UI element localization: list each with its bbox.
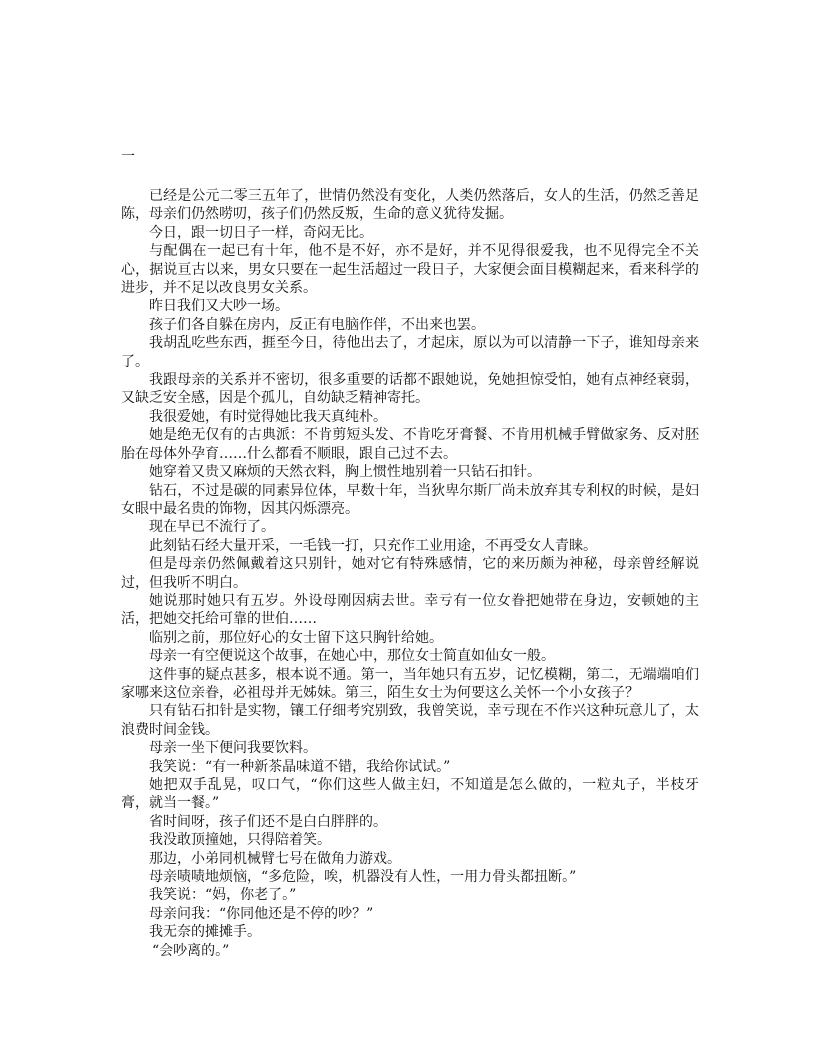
body-text (121, 187, 699, 960)
paragraph-9: 她是绝无仅有的古典派：不肯剪短头发、不肯吃牙膏餐、不肯用机械手臂做家务、反对胚胎在母体外孕育……什么都看不顺眼，跟自己过不去。 (121, 427, 699, 462)
paragraph-4: 昨日我们又大吵一场。 (149, 298, 289, 315)
paragraph-30: “会吵离的。” (152, 942, 230, 959)
paragraph-23: 省时间呀，孩子们还不是白白胖胖的。 (149, 813, 387, 830)
paragraph-7: 我跟母亲的关系并不密切，很多重要的话都不跟她说，免她担惊受怕，她有点神经衰弱，又缺乏安全感，因是个孤儿，自幼缺乏精神寄托。 (121, 372, 699, 407)
paragraph-29: 我无奈的摊摊手。 (149, 924, 261, 941)
paragraph-14: 但是母亲仍然佩戴着这只别针，她对它有特殊感情，它的来历颇为神秘，母亲曾经解说过，但我听不明白。 (121, 556, 699, 591)
paragraph-6: 我胡乱吃些东西，捱至今日，待他出去了，才起床，原以为可以清静一下子，谁知母亲来了。 (121, 335, 699, 370)
paragraph-28: 母亲问我：“你同他还是不停的吵？” (149, 905, 374, 922)
paragraph-5: 孩子们各自躲在房内，反正有电脑作伴，不出来也罢。 (149, 316, 485, 333)
paragraph-10: 她穿着又贵又麻烦的天然衣料，胸上惯性地别着一只钻石扣针。 (149, 464, 541, 481)
paragraph-13: 此刻钻石经大量开采，一毛钱一打，只充作工业用途，不再受女人青睐。 (149, 537, 597, 554)
paragraph-22: 她把双手乱晃，叹口气，“你们这些人做主妇，不知道是怎么做的，一粒丸子，半枝牙膏，就当一餐。” (121, 777, 699, 812)
paragraph-1: 已经是公元二零三五年了，世情仍然没有变化，人类仍然落后，女人的生活，仍然乏善足陈，母亲们仍然唠叨，孩子们仍然反叛，生命的意义犹待发掘。 (121, 188, 699, 223)
paragraph-3: 与配偶在一起已有十年，他不是不好，亦不是好，并不见得很爱我，也不见得完全不关心，据说亘古以来，男女只要在一起生活超过一段日子，大家便会面目模糊起来，看来科学的进步，并不足以改良男女关系。 (121, 243, 699, 297)
paragraph-20: 母亲一坐下便问我要饮料。 (149, 740, 317, 757)
paragraph-11: 钻石，不过是碳的同素异位体，早数十年，当狄卑尔斯厂尚未放弃其专利权的时候，是妇女眼中最名贵的饰物，因其闪烁漂亮。 (121, 482, 699, 517)
paragraph-12: 现在早已不流行了。 (149, 519, 275, 536)
paragraph-18: 这件事的疑点甚多，根本说不通。第一，当年她只有五岁，记忆模糊，第二，无端端咱们家哪来这位亲眷，必祖母并无姊妹。第三，陌生女士为何要这么关怀一个小女孩子？ (121, 666, 699, 701)
section-number: 一 (121, 149, 135, 165)
paragraph-19: 只有钻石扣针是实物，镶工仔细考究别致，我曾笑说，幸亏现在不作兴这种玩意儿了，太浪费时间金钱。 (121, 703, 699, 738)
paragraph-25: 那边，小弟同机械臂七号在做角力游戏。 (149, 850, 401, 867)
paragraph-2: 今日，跟一切日子一样，奇闷无比。 (149, 224, 373, 241)
paragraph-16: 临别之前，那位好心的女士留下这只胸针给她。 (149, 629, 443, 646)
paragraph-8: 我很爱她，有时觉得她比我天真纯朴。 (149, 408, 387, 425)
paragraph-17: 母亲一有空便说这个故事，在她心中，那位女士简直如仙女一般。 (149, 648, 555, 665)
paragraph-21: 我笑说：“有一种新茶晶味道不错，我给你试试。” (149, 758, 451, 775)
paragraph-26: 母亲啧啧地烦恼，“多危险，唉，机器没有人性，一用力骨头都扭断。” (149, 869, 577, 886)
paragraph-15: 她说那时她只有五岁。外设母刚因病去世。幸亏有一位女眷把她带在身边，安顿她的主活，把她交托给可靠的世伯…… (121, 592, 699, 628)
paragraph-24: 我没敢顶撞她，只得陪着笑。 (149, 832, 331, 849)
paragraph-27: 我笑说：“妈，你老了。” (149, 887, 297, 904)
